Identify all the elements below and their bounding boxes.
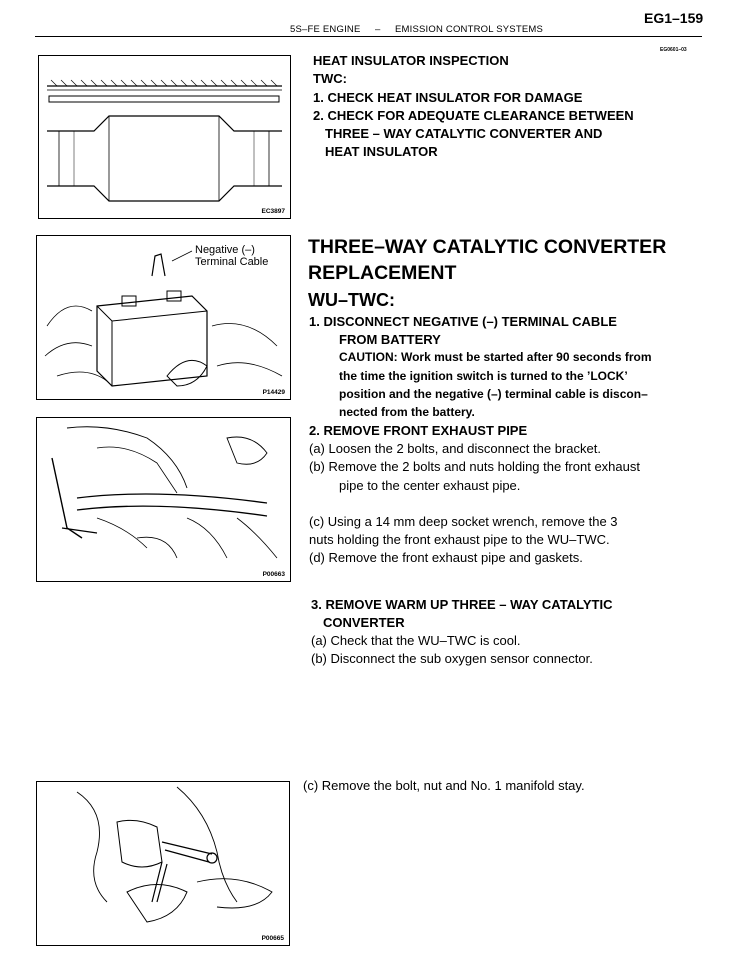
heat-insulator-title: HEAT INSULATOR INSPECTION bbox=[313, 53, 509, 68]
small-code: EG0601–03 bbox=[660, 47, 687, 53]
heat-insulator-step-2-line1: 2. CHECK FOR ADEQUATE CLEARANCE BETWEEN bbox=[313, 108, 634, 123]
figure-battery bbox=[36, 235, 291, 400]
step-3-a: (a) Check that the WU–TWC is cool. bbox=[311, 633, 521, 648]
figure-heat-insulator bbox=[38, 55, 291, 219]
figure-label-line2: Terminal Cable bbox=[195, 256, 269, 268]
catalytic-converter-drawing bbox=[39, 56, 290, 218]
step-2-c-line2: nuts holding the front exhaust pipe to the WU–TWC. bbox=[309, 532, 610, 547]
header-section: EMISSION CONTROL SYSTEMS bbox=[395, 24, 544, 35]
header-engine: 5S–FE ENGINE bbox=[290, 24, 361, 35]
heat-insulator-subtitle: TWC: bbox=[313, 71, 347, 86]
heat-insulator-step-2-line2: THREE – WAY CATALYTIC CONVERTER AND bbox=[325, 126, 603, 141]
caution-line3: position and the negative (–) terminal cable is discon– bbox=[339, 387, 648, 401]
step-2-c-line1: (c) Using a 14 mm deep socket wrench, remove the 3 bbox=[309, 514, 618, 529]
figure-code: EC3897 bbox=[261, 208, 285, 215]
heat-insulator-step-1: 1. CHECK HEAT INSULATOR FOR DAMAGE bbox=[313, 90, 583, 105]
figure-code: P00663 bbox=[262, 571, 285, 578]
figure-code: P00665 bbox=[261, 935, 284, 942]
heat-insulator-step-2-line3: HEAT INSULATOR bbox=[325, 144, 438, 159]
replacement-title-line1: THREE–WAY CATALYTIC CONVERTER bbox=[308, 236, 667, 258]
figure-code: P14429 bbox=[262, 389, 285, 396]
step-2-b-line1: (b) Remove the 2 bolts and nuts holding the front exhaust bbox=[309, 459, 640, 474]
caution-line1: CAUTION: Work must be started after 90 seconds from bbox=[339, 350, 652, 364]
step-2-b-line2: pipe to the center exhaust pipe. bbox=[339, 478, 521, 493]
page-number: EG1–159 bbox=[644, 10, 704, 26]
exhaust-pipe-drawing bbox=[37, 418, 290, 581]
replacement-subtitle: WU–TWC: bbox=[308, 290, 395, 310]
step-3-line2: CONVERTER bbox=[323, 615, 405, 630]
figure-label-line1: Negative (–) bbox=[195, 244, 255, 256]
step-1-line1: 1. DISCONNECT NEGATIVE (–) TERMINAL CABLE bbox=[309, 314, 617, 329]
step-2-title: 2. REMOVE FRONT EXHAUST PIPE bbox=[309, 423, 528, 438]
figure-exhaust-pipe bbox=[36, 417, 291, 582]
step-3-line1: 3. REMOVE WARM UP THREE – WAY CATALYTIC bbox=[311, 597, 613, 612]
figure-manifold-stay bbox=[36, 781, 290, 946]
caution-line2: the time the ignition switch is turned to the ’LOCK’ bbox=[339, 369, 628, 383]
step-3-b: (b) Disconnect the sub oxygen sensor connector. bbox=[311, 651, 593, 666]
header-dash: – bbox=[375, 24, 381, 35]
caution-line4: nected from the battery. bbox=[339, 405, 475, 419]
step-3-c: (c) Remove the bolt, nut and No. 1 manifold stay. bbox=[303, 778, 585, 793]
step-2-a: (a) Loosen the 2 bolts, and disconnect the bracket. bbox=[309, 441, 601, 456]
step-2-d: (d) Remove the front exhaust pipe and gaskets. bbox=[309, 550, 583, 565]
step-1-line2: FROM BATTERY bbox=[339, 332, 441, 347]
header-rule bbox=[35, 36, 702, 37]
manifold-stay-drawing bbox=[37, 782, 289, 945]
replacement-title-line2: REPLACEMENT bbox=[308, 262, 457, 284]
